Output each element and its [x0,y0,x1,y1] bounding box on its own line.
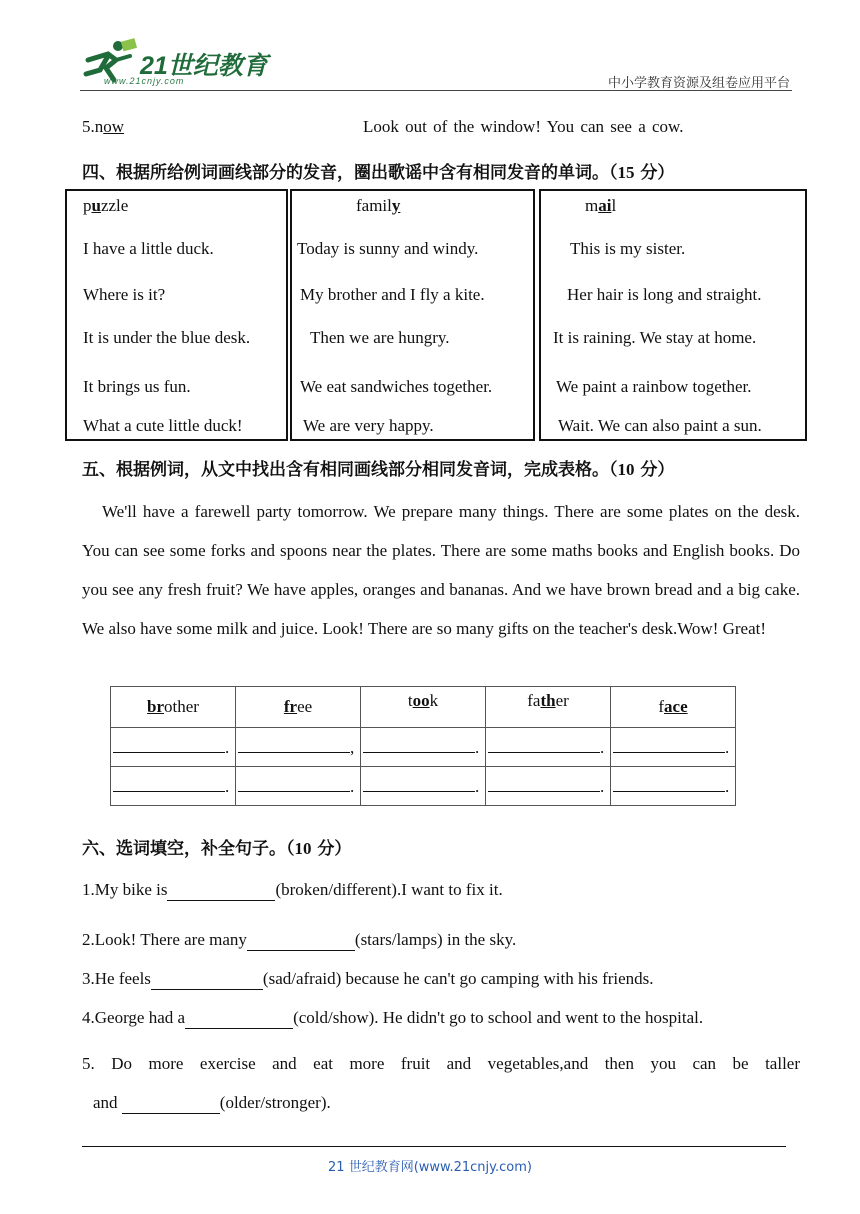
phonics-table [110,686,736,806]
header-father [486,687,611,728]
answer-cell[interactable] [611,767,736,806]
section5-title-end: 分） [634,460,675,480]
box2-line-3[interactable]: Then we are hungry. [310,328,450,347]
box3-line-5[interactable]: Wait. We can also paint a sun. [558,416,762,435]
box1-ex-pre: p [83,196,92,215]
hdr2-post: ee [297,697,313,716]
fill-item-2 [82,930,516,951]
answer-blank[interactable] [613,736,725,753]
section5-title-text: 五、根据例词，从文中找出含有相同画线部分相同发音词，完成表格。（ [82,460,618,480]
item3-pre: 3.He feels [82,969,151,988]
box1-line-4[interactable]: It brings us fun. [83,377,191,396]
header-face [611,687,736,728]
item3-post: (sad/afraid) because he can't go camping with his friends. [262,969,654,988]
section4-points: 15 [617,163,635,182]
hdr3-pre: t [407,691,413,710]
answer-blank[interactable] [488,736,600,753]
fill-item-1 [82,880,503,901]
platform-name: 中小学教育资源及组卷应用平台 [607,76,790,91]
fill-blank[interactable] [167,880,275,901]
fill-item-5-line1: 5. Do more exercise and eat more fruit and vegetables,and then you can be taller [82,1054,800,1073]
box2-ex-pre: famil [356,196,392,215]
footer-link[interactable]: 21 世纪教育网(www.21cnjy.com) [328,1160,532,1175]
answer-blank[interactable] [363,736,475,753]
answer-cell[interactable] [361,728,486,767]
table-row [111,767,736,806]
blank-dot: . [225,738,230,757]
blank-dot: . [725,738,730,757]
blank-dot: . [475,777,480,796]
hdr4-mark: th [540,691,556,710]
answer-cell[interactable] [361,767,486,806]
blank-dot: . [475,738,480,757]
q3-num: 5.n [82,117,104,136]
answer-cell[interactable] [111,728,236,767]
item1-post: (broken/different).I want to fix it. [275,880,503,899]
hdr5-mark: a [664,697,673,716]
blank-dot: , [350,738,355,757]
rhyme-box-1 [65,189,288,441]
hdr2-mark: fr [283,697,298,716]
section5-title [82,455,674,480]
answer-blank[interactable] [488,775,600,792]
box2-line-1[interactable]: Today is sunny and windy. [297,239,479,258]
logo-url: www.21cnjy.com [104,76,185,86]
box2-ex-mark: y [391,196,401,215]
answer-cell[interactable] [611,728,736,767]
fill-item-5-line2 [93,1093,331,1114]
header-free [236,687,361,728]
box1-line-3[interactable]: It is under the blue desk. [83,328,251,347]
fill-item-3 [82,969,654,990]
header-divider [80,90,792,91]
section4-title-end: 分） [634,163,675,183]
fill-item-4 [82,1008,703,1029]
hdr1-post: other [164,697,199,716]
answer-cell[interactable] [486,728,611,767]
q3-sentence: Look out of the window! You can see a cow. [363,117,684,136]
q3-underlined: ow [103,117,125,136]
table-row [111,728,736,767]
header-took [361,687,486,728]
blank-dot: . [600,738,605,757]
fill-blank[interactable] [122,1093,220,1114]
answer-cell[interactable] [111,767,236,806]
box3-example [585,196,616,216]
rhyme-box-2 [290,189,535,441]
answer-blank[interactable] [613,775,725,792]
footer-divider [82,1146,786,1147]
blank-dot: . [600,777,605,796]
section6-title-text: 六、选词填空，补全句子。（ [82,839,295,859]
box1-line-1[interactable]: I have a little duck. [83,239,214,258]
box1-ex-post: zzle [100,196,129,215]
box2-line-4[interactable]: We eat sandwiches together. [300,377,493,396]
box3-line-4[interactable]: We paint a rainbow together. [556,377,752,396]
answer-blank[interactable] [238,736,350,753]
box1-line-5[interactable]: What a cute little duck! [83,416,243,435]
hdr5-mark2: ce [672,697,688,716]
hdr1-mark: br [147,697,165,716]
answer-blank[interactable] [363,775,475,792]
hdr5-pre: f [658,697,665,716]
table-header-row [111,687,736,728]
hdr3-mark: oo [412,691,430,710]
box3-line-2[interactable]: Her hair is long and straight. [567,285,762,304]
answer-blank[interactable] [113,736,225,753]
box2-example [356,196,400,216]
box1-ex-mark: u [91,196,101,215]
answer-cell[interactable] [236,767,361,806]
box1-example [83,196,128,216]
section6-title-end: 分） [311,839,352,859]
rhyme-box-3 [539,189,807,441]
item4-pre: 4.George had a [82,1008,186,1027]
box2-line-2[interactable]: My brother and I fly a kite. [300,285,485,304]
blank-dot: . [350,777,355,796]
item5-post: (older/stronger). [219,1093,331,1112]
fill-blank[interactable] [185,1008,293,1029]
item2-post: (stars/lamps) in the sky. [354,930,517,949]
section6-points: 10 [294,839,312,858]
fill-blank[interactable] [151,969,263,990]
section6-title [82,834,351,859]
item2-pre: 2.Look! There are many [82,930,247,949]
hdr4-post: er [555,691,569,710]
answer-cell[interactable] [236,728,361,767]
header-brother [111,687,236,728]
item1-pre: 1.My bike is [82,880,168,899]
section5-passage: We'll have a farewell party tomorrow. We prepare many things. There are some plates on the desk. You can see some forks and spoons near the plates. There are some maths books and English books. Do you see any fresh fruit? We have apples, oranges and bananas. And we have brown bread and a big cake. We also have some milk and juice. Look! There are so many gifts on the teacher's desk.Wow! Great! [82,502,800,638]
logo-text: 21世纪教育 [140,52,268,80]
answer-blank[interactable] [238,775,350,792]
box2-line-5[interactable]: We are very happy. [303,416,434,435]
hdr3-post: k [429,691,439,710]
section4-title [82,158,674,183]
answer-blank[interactable] [113,775,225,792]
blank-dot: . [225,777,230,796]
item4-post: (cold/show). He didn't go to school and went to the hospital. [293,1008,704,1027]
answer-cell[interactable] [486,767,611,806]
section4-title-text: 四、根据所给例词画线部分的发音，圈出歌谣中含有相同发音的单词。（ [82,163,618,183]
box3-line-3[interactable]: It is raining. We stay at home. [553,328,757,347]
blank-dot: . [725,777,730,796]
section5-points: 10 [617,460,635,479]
box3-ex-mark: ai [598,196,612,215]
box1-line-2[interactable]: Where is it? [83,285,166,304]
item5-pre: and [93,1093,122,1112]
q3-item-5 [82,117,124,137]
box3-line-1[interactable]: This is my sister. [570,239,686,258]
fill-blank[interactable] [247,930,355,951]
hdr4-pre: fa [527,691,541,710]
box3-ex-pre: m [585,196,599,215]
box3-ex-post: l [611,196,617,215]
